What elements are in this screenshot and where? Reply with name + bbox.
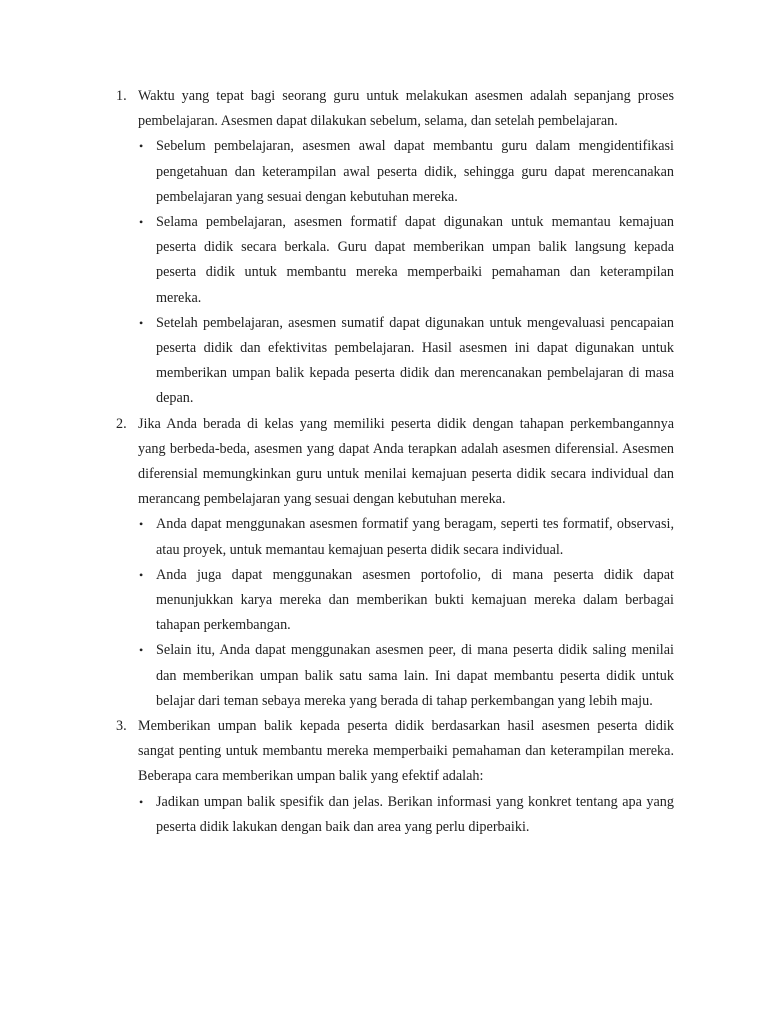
bullet-icon: •	[139, 139, 144, 154]
bullet-text: Sebelum pembelajaran, asesmen awal dapat membantu guru dalam mengidentifikasi pengetahuan dan keterampilan awal peserta didik, sehingga guru dapat merencanakan pembelajaran yang sesuai dengan kebutuhan mereka.	[156, 138, 674, 205]
bullet-list	[138, 512, 674, 714]
bullet-icon: •	[139, 643, 144, 658]
bullet-icon: •	[139, 315, 144, 330]
bullet-text: Anda dapat menggunakan asesmen formatif yang beragam, seperti tes formatif, observasi, atau proyek, untuk memantau kemajuan peserta didik secara individual.	[156, 516, 674, 558]
bullet-icon: •	[139, 215, 144, 230]
item-number: 1.	[116, 88, 127, 104]
document-body	[116, 84, 674, 840]
bullet-item	[138, 790, 674, 840]
bullet-text: Setelah pembelajaran, asesmen sumatif dapat digunakan untuk mengevaluasi pencapaian peserta didik dan efektivitas pembelajaran. Hasil asesmen ini dapat digunakan untuk memberikan umpan balik kepada peserta didik dan merencanakan pembelajaran di masa depan.	[156, 314, 674, 407]
bullet-item	[138, 134, 674, 210]
list-item-3	[116, 714, 674, 840]
item-paragraph: Waktu yang tepat bagi seorang guru untuk melakukan asesmen adalah sepanjang proses pembelajaran. Asesmen dapat dilakukan sebelum, selama, dan setelah pembelajaran.	[138, 88, 674, 130]
bullet-icon: •	[139, 517, 144, 532]
list-item-2	[116, 412, 674, 714]
bullet-icon: •	[139, 567, 144, 582]
item-number: 2.	[116, 415, 127, 432]
list-item-1	[116, 84, 674, 412]
bullet-item	[138, 512, 674, 562]
item-number: 3.	[116, 718, 127, 735]
bullet-icon: •	[139, 794, 144, 809]
bullet-list	[138, 134, 674, 411]
bullet-item	[138, 638, 674, 714]
bullet-list	[138, 790, 674, 840]
bullet-item	[138, 311, 674, 412]
bullet-text: Jadikan umpan balik spesifik dan jelas. Berikan informasi yang konkret tentang apa yang peserta didik lakukan dengan baik dan area yang perlu diperbaiki.	[156, 793, 674, 835]
item-paragraph: Jika Anda berada di kelas yang memiliki peserta didik dengan tahapan perkembangannya yang berbeda-beda, asesmen yang dapat Anda terapkan adalah asesmen diferensial. Asesmen diferensial memungkinkan guru untuk menilai kemajuan peserta didik secara individual dan merancang pembelajaran yang sesuai dengan kebutuhan mereka.	[138, 415, 674, 508]
item-paragraph: Memberikan umpan balik kepada peserta didik berdasarkan hasil asesmen peserta didik sangat penting untuk membantu mereka memperbaiki pemahaman dan keterampilan mereka. Beberapa cara memberikan umpan balik yang efektif adalah:	[138, 718, 674, 785]
bullet-item	[138, 563, 674, 639]
bullet-text: Selain itu, Anda dapat menggunakan asesmen peer, di mana peserta didik saling menilai dan memberikan umpan balik satu sama lain. Ini dapat membantu peserta didik untuk belajar dari teman sebaya mereka yang berada di tahap perkembangan yang lebih maju.	[156, 642, 674, 709]
bullet-text: Anda juga dapat menggunakan asesmen portofolio, di mana peserta didik dapat menunjukkan karya mereka dan memberikan bukti kemajuan mereka dalam berbagai tahapan perkembangan.	[156, 566, 674, 634]
bullet-item	[138, 210, 674, 311]
bullet-text: Selama pembelajaran, asesmen formatif dapat digunakan untuk memantau kemajuan peserta didik secara berkala. Guru dapat memberikan umpan balik langsung kepada peserta didik untuk membantu mereka memperbaiki pemahaman dan keterampilan mereka.	[156, 214, 674, 306]
